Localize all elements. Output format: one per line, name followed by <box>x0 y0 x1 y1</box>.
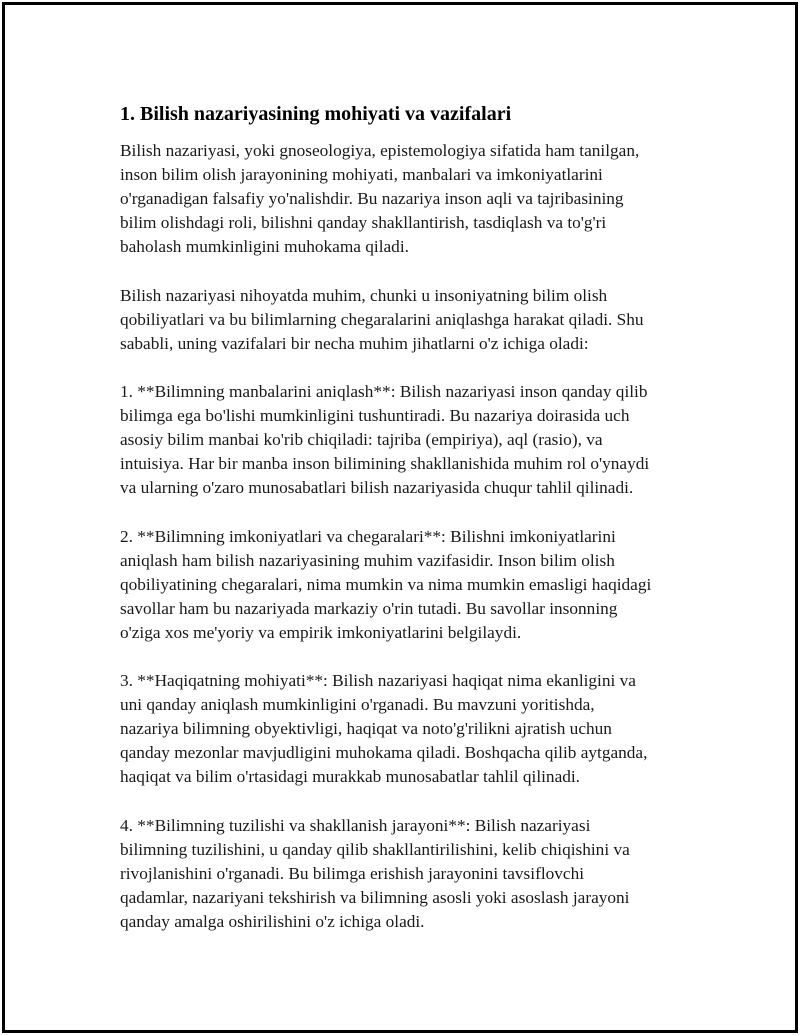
text-line: qobiliyatining chegaralari, nima mumkin va nima mumkin emasligi haqidagi <box>120 574 652 594</box>
text-line: sababli, uning vazifalari bir necha muhim jihatlarni o'z ichiga oladi: <box>120 333 589 353</box>
text-line: qanday amalga oshirilishini o'z ichiga oladi. <box>120 912 425 931</box>
paragraph-item-3 <box>120 669 710 789</box>
text-line: bilimning tuzilishini, u qanday qilib shakllantirilishini, kelib chiqishini va <box>120 839 630 859</box>
text-line: Bilish nazariyasi nihoyatda muhim, chunki u insoniyatning bilim olish <box>120 285 608 305</box>
text-line: qadamlar, nazariyani tekshirish va bilimning asosli yoki asoslash jarayoni <box>120 887 630 907</box>
text-line: o'rganadigan falsafiy yo'nalishdir. Bu nazariya inson aqli va tajribasining <box>120 189 624 209</box>
text-line: bilim olishdagi roli, bilishni qanday shakllantirish, tasdiqlash va to'g'ri <box>120 213 607 233</box>
text-line: qobiliyatlari va bu bilimlarning chegaralarini aniqlashga harakat qiladi. Shu <box>120 309 644 329</box>
paragraph-item-2 <box>120 525 710 645</box>
page-frame <box>2 2 798 1033</box>
text-line: Bilish nazariyasi, yoki gnoseologiya, epistemologiya sifatida ham tanilgan, <box>120 141 640 160</box>
text-line: savollar ham bu nazariyada markaziy o'rin tutadi. Bu savollar insonning <box>120 598 618 618</box>
text-line: 4. **Bilimning tuzilishi va shakllanish jarayoni**: Bilish nazariyasi <box>120 815 591 835</box>
document-title: 1. Bilish nazariyasining mohiyati va vazifalari <box>120 103 512 125</box>
document-body <box>120 101 710 934</box>
text-line: qanday mezonlar mavjudligini muhokama qiladi. Boshqacha qilib aytganda, <box>120 743 648 763</box>
text-line: uni qanday aniqlash mumkinligini o'rganadi. Bu mavzuni yoritishda, <box>120 695 595 715</box>
text-line: intuisiya. Har bir manba inson bilimining shakllanishida muhim rol o'ynaydi <box>120 454 650 474</box>
text-line: 2. **Bilimning imkoniyatlari va chegaralari**: Bilishni imkoniyatlarini <box>120 526 616 546</box>
text-line: nazariya bilimning obyektivligi, haqiqat va noto'g'rilikni ajratish uchun <box>120 719 612 739</box>
text-line: rivojlanishini o'rganadi. Bu bilimga erishish jarayonini tavsiflovchi <box>120 863 585 883</box>
text-line: 3. **Haqiqatning mohiyati**: Bilish nazariyasi haqiqat nima ekanligini va <box>120 671 636 691</box>
text-line: aniqlash ham bilish nazariyasining muhim vazifasidir. Inson bilim olish <box>120 550 615 570</box>
paragraph-importance <box>120 284 710 356</box>
text-line: o'ziga xos me'yoriy va empirik imkoniyatlarini belgilaydi. <box>120 622 522 642</box>
paragraph-intro <box>120 139 710 259</box>
text-line: 1. **Bilimning manbalarini aniqlash**: Bilish nazariyasi inson qanday qilib <box>120 381 648 401</box>
text-line: inson bilim olish jarayonining mohiyati, manbalari va imkoniyatlarini <box>120 165 603 185</box>
paragraph-item-1 <box>120 380 710 500</box>
paragraph-item-4 <box>120 814 710 934</box>
text-line: baholash mumkinligini muhokama qiladi. <box>120 237 409 257</box>
text-line: bilimga ega bo'lishi mumkinligini tushuntiradi. Bu nazariya doirasida uch <box>120 406 630 426</box>
text-line: va ularning o'zaro munosabatlari bilish nazariyasida chuqur tahlil qilinadi. <box>120 478 634 498</box>
text-line: asosiy bilim manbai ko'rib chiqiladi: tajriba (empiriya), aql (rasio), va <box>120 430 603 450</box>
text-line: haqiqat va bilim o'rtasidagi murakkab munosabatlar tahlil qilinadi. <box>120 767 580 787</box>
